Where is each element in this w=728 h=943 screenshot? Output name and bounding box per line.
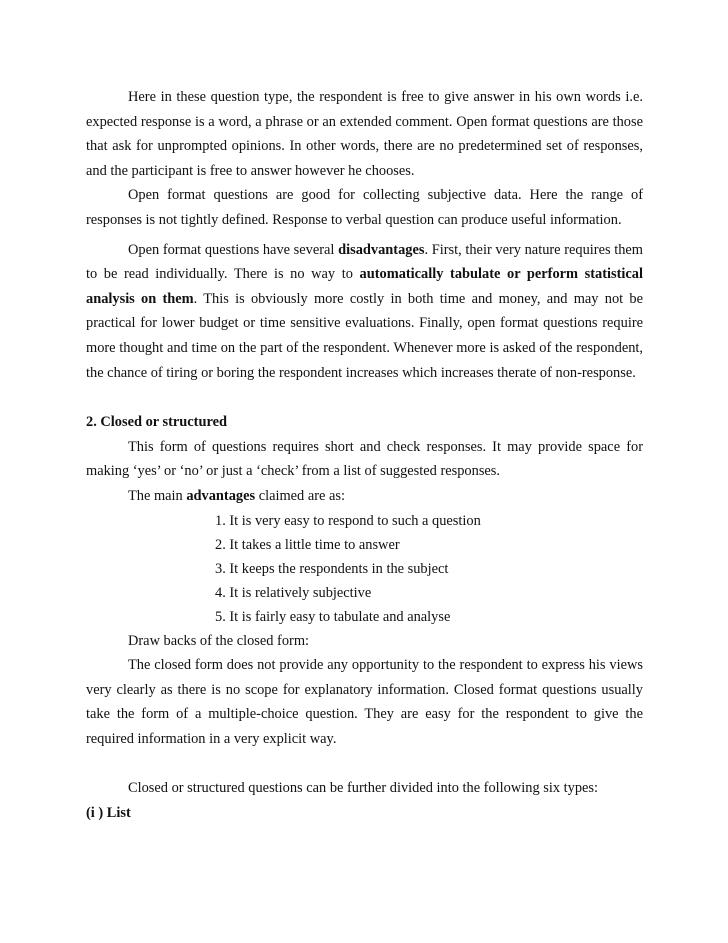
list-item: 5. It is fairly easy to tabulate and analyse xyxy=(215,608,451,625)
list-item: 1. It is very easy to respond to such a question xyxy=(215,512,481,529)
types-intro: Closed or structured questions can be further divided into the following six types: xyxy=(128,780,599,797)
type-heading-list: (i ) List xyxy=(86,805,131,822)
list-item: 4. It is relatively subjective xyxy=(215,584,372,601)
section-heading-closed: 2. Closed or structured xyxy=(86,414,227,431)
list-item: 3. It keeps the respondents in the subject xyxy=(215,560,449,577)
advantages-list xyxy=(86,509,643,629)
text-run: The main xyxy=(128,487,187,504)
open-format-disadvantages-paragraph xyxy=(86,238,643,386)
drawbacks-intro: Draw backs of the closed form: xyxy=(128,632,310,649)
bold-term-advantages: advantages xyxy=(186,487,256,504)
text-run: . This is obviously more costly in both time and money, and may not be practical for lower budget or time sensitive evaluations. Finally, open format questions require more thought and time on the part of the respondent. Whenever more is asked of the respondent, the chance of tiring or boring the respondent increases which increases therate of non-response. xyxy=(86,290,643,381)
text-run: claimed are as: xyxy=(255,487,346,504)
closed-paragraph-1: This form of questions requires short and check responses. It may provide space for making ‘yes’ or ‘no’ or just a ‘check’ from a list of suggested responses. xyxy=(86,438,643,480)
advantages-intro xyxy=(86,484,643,509)
drawbacks-paragraph: The closed form does not provide any opportunity to the respondent to express his views very clearly as there is no scope for explanatory information. Closed format questions usually take the form of a multiple-choice question. They are easy for the respondent to give the required information in a very explicit way. xyxy=(86,657,643,747)
open-format-paragraph-1: Here in these question type, the respondent is free to give answer in his own words i.e. expected response is a word, a phrase or an extended comment. Open format questions are those that ask for unprompted opinions. In other words, there are no predetermined set of responses, and the participant is free to answer however he chooses. xyxy=(86,89,643,179)
page-content xyxy=(86,85,643,826)
text-run: . First, their very nature requires them to be read individually. There is no way to xyxy=(86,241,644,283)
bold-phrase-tabulate: automatically tabulate or perform statistical analysis on them xyxy=(86,266,643,307)
bold-term-disadvantages: disadvantages xyxy=(338,241,425,258)
text-run: Open format questions have several xyxy=(128,241,339,258)
list-item: 2. It takes a little time to answer xyxy=(215,536,400,553)
open-format-paragraph-2: Open format questions are good for collecting subjective data. Here the range of responses is not tightly defined. Response to verbal question can produce useful information. xyxy=(86,187,643,228)
